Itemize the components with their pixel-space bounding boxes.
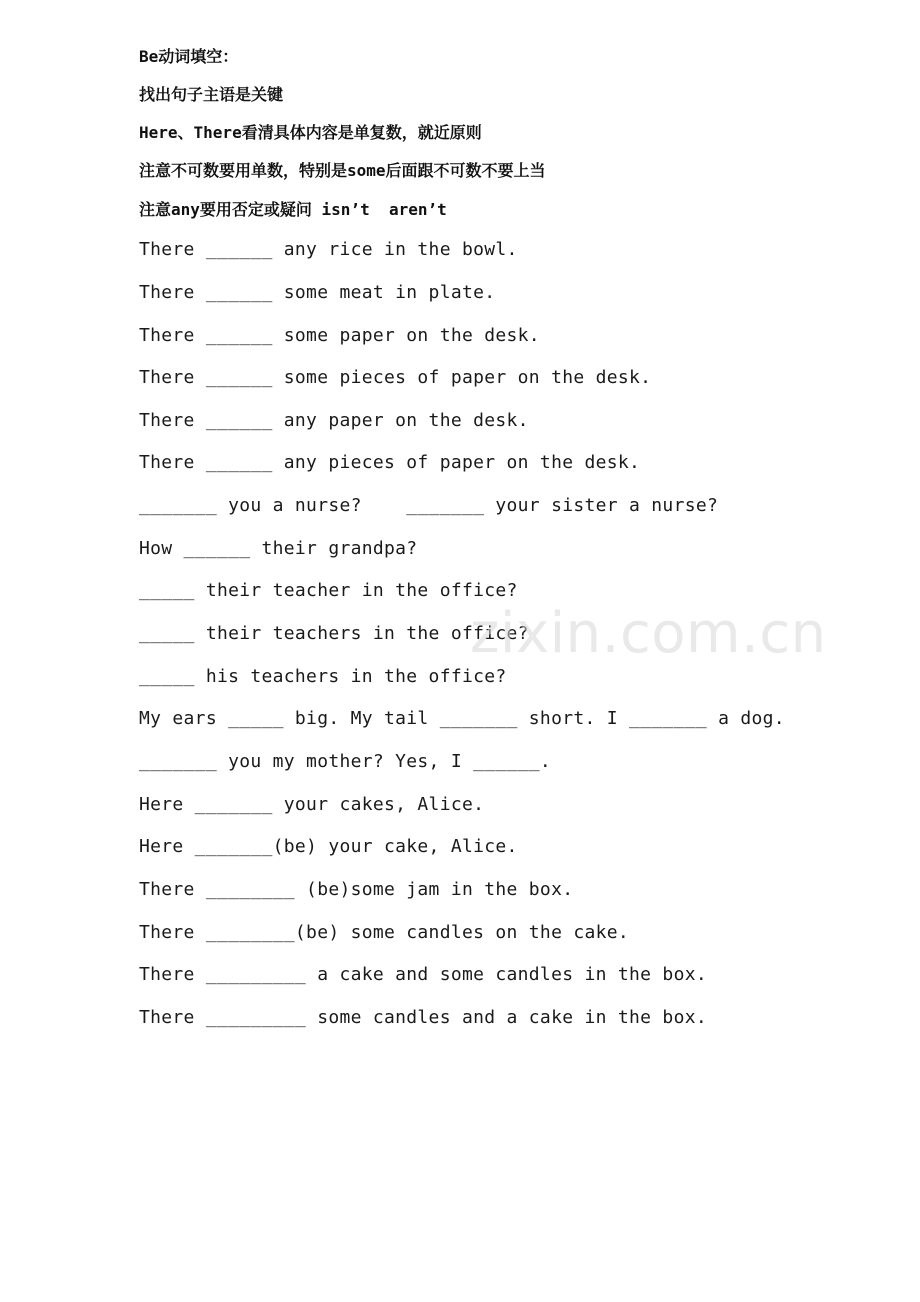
exercise-line: There ______ some paper on the desk.: [139, 325, 540, 346]
exercise-line: There ______ some pieces of paper on the desk.: [139, 367, 652, 388]
instruction-line: 注意不可数要用单数，特别是some后面跟不可数不要上当: [139, 161, 546, 180]
exercise-line: Here _______(be) your cake, Alice.: [139, 836, 518, 857]
exercise-line: How ______ their grandpa?: [139, 538, 418, 559]
exercise-line: There ________ (be)some jam in the box.: [139, 879, 574, 900]
exercise-line: My ears _____ big. My tail _______ short. I _______ a dog.: [139, 708, 785, 729]
exercise-line: _____ their teacher in the office?: [139, 580, 518, 601]
watermark: zixin.com.cn: [470, 601, 827, 666]
exercise-line: Here _______ your cakes, Alice.: [139, 794, 485, 815]
exercise-line: There ______ any pieces of paper on the desk.: [139, 452, 641, 473]
exercise-line: There ______ any paper on the desk.: [139, 410, 529, 431]
exercise-line: _______ you a nurse? _______ your sister a nurse?: [139, 495, 719, 516]
exercise-line: There _________ some candles and a cake in the box.: [139, 1007, 707, 1028]
exercise-line: There ________(be) some candles on the cake.: [139, 922, 630, 943]
instruction-line: Here、There看清具体内容是单复数，就近原则: [139, 123, 482, 142]
exercise-line: _____ their teachers in the office?: [139, 623, 529, 644]
exercise-line: There ______ any rice in the bowl.: [139, 239, 518, 260]
instruction-line: 找出句子主语是关键: [139, 85, 284, 104]
exercise-line: There _________ a cake and some candles in the box.: [139, 964, 707, 985]
exercise-line: There ______ some meat in plate.: [139, 282, 496, 303]
exercise-line: _______ you my mother? Yes, I ______.: [139, 751, 552, 772]
instruction-title: Be动词填空：: [139, 47, 239, 66]
instruction-line: 注意any要用否定或疑问 isn’t aren’t: [139, 200, 447, 219]
exercise-line: _____ his teachers in the office?: [139, 666, 507, 687]
